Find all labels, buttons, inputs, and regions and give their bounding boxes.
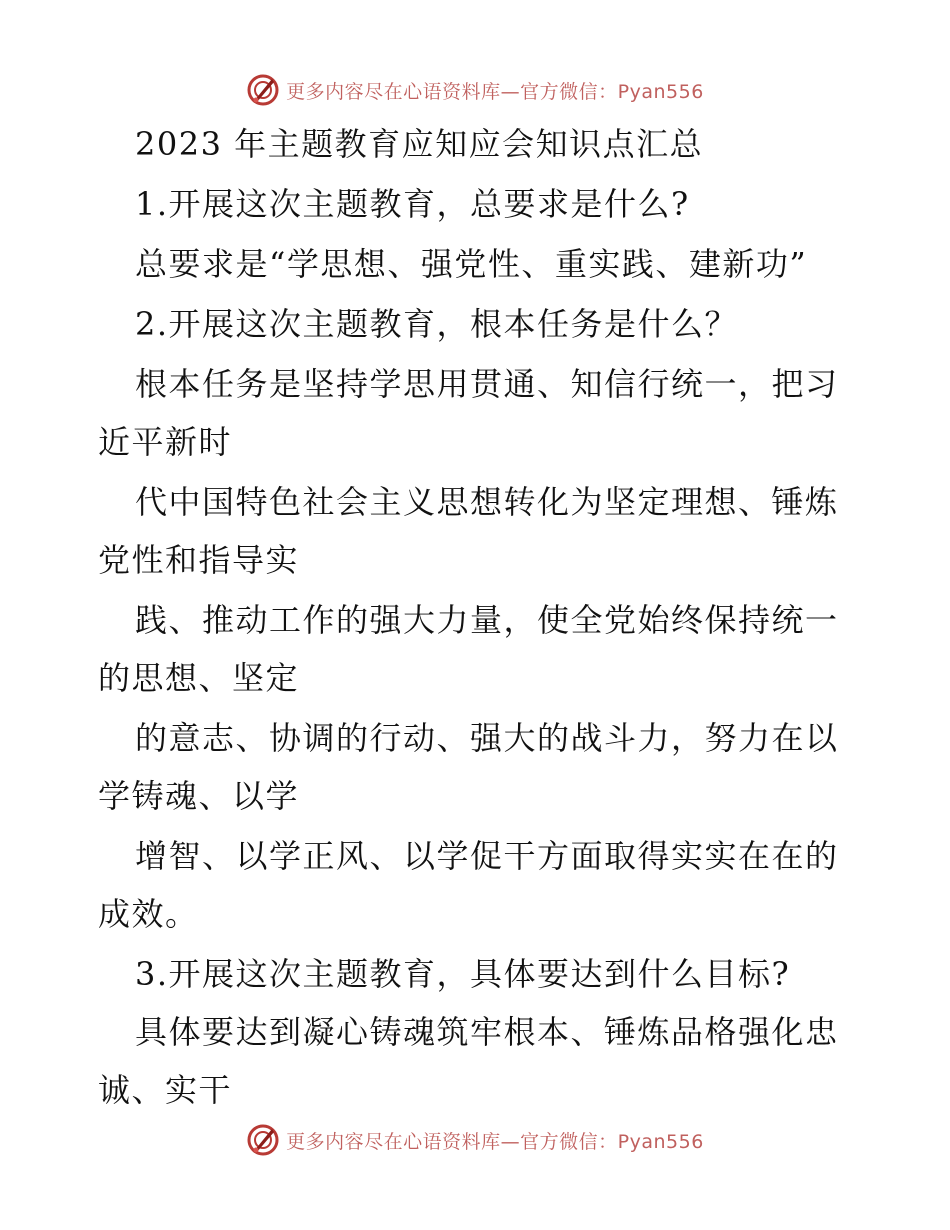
answer-2-line: 的意志、协调的行动、强大的战斗力，努力在以 [135, 719, 839, 757]
answer-2-line: 践、推动工作的强大力量，使全党始终保持统一 [135, 601, 839, 639]
answer-2-line: 近平新时 [98, 423, 233, 461]
question-3: 3.开展这次主题教育，具体要达到什么目标? [135, 955, 791, 993]
banner-text: 更多内容尽在心语资料库—官方微信：Pyan556 [286, 80, 704, 103]
answer-3-line: 具体要达到凝心铸魂筑牢根本、锤炼品格强化忠 [135, 1013, 839, 1051]
answer-2-line: 学铸魂、以学 [98, 777, 300, 815]
question-1: 1.开展这次主题教育，总要求是什么? [135, 185, 690, 223]
answer-2-line: 成效。 [98, 895, 199, 933]
question-2: 2.开展这次主题教育，根本任务是什么？ [135, 305, 739, 343]
answer-3-line: 诚、实干 [98, 1071, 233, 1109]
answer-2-line: 的思想、坚定 [98, 659, 300, 697]
answer-2-line: 党性和指导实 [98, 541, 300, 579]
header-banner [0, 70, 950, 110]
banner-text: 更多内容尽在心语资料库—官方微信：Pyan556 [286, 1130, 704, 1153]
answer-2-line: 增智、以学正风、以学促干方面取得实实在在的 [135, 837, 839, 875]
answer-1: 总要求是“学思想、强党性、重实践、建新功” [135, 245, 808, 283]
quill-seal-icon [246, 1123, 280, 1157]
answer-2-line: 代中国特色社会主义思想转化为坚定理想、锤炼 [135, 483, 839, 521]
footer-banner [0, 1120, 950, 1160]
document-title: 2023 年主题教育应知应会知识点汇总 [135, 125, 704, 163]
quill-seal-icon [246, 73, 280, 107]
answer-2-line: 根本任务是坚持学思用贯通、知信行统一，把习 [135, 365, 839, 403]
